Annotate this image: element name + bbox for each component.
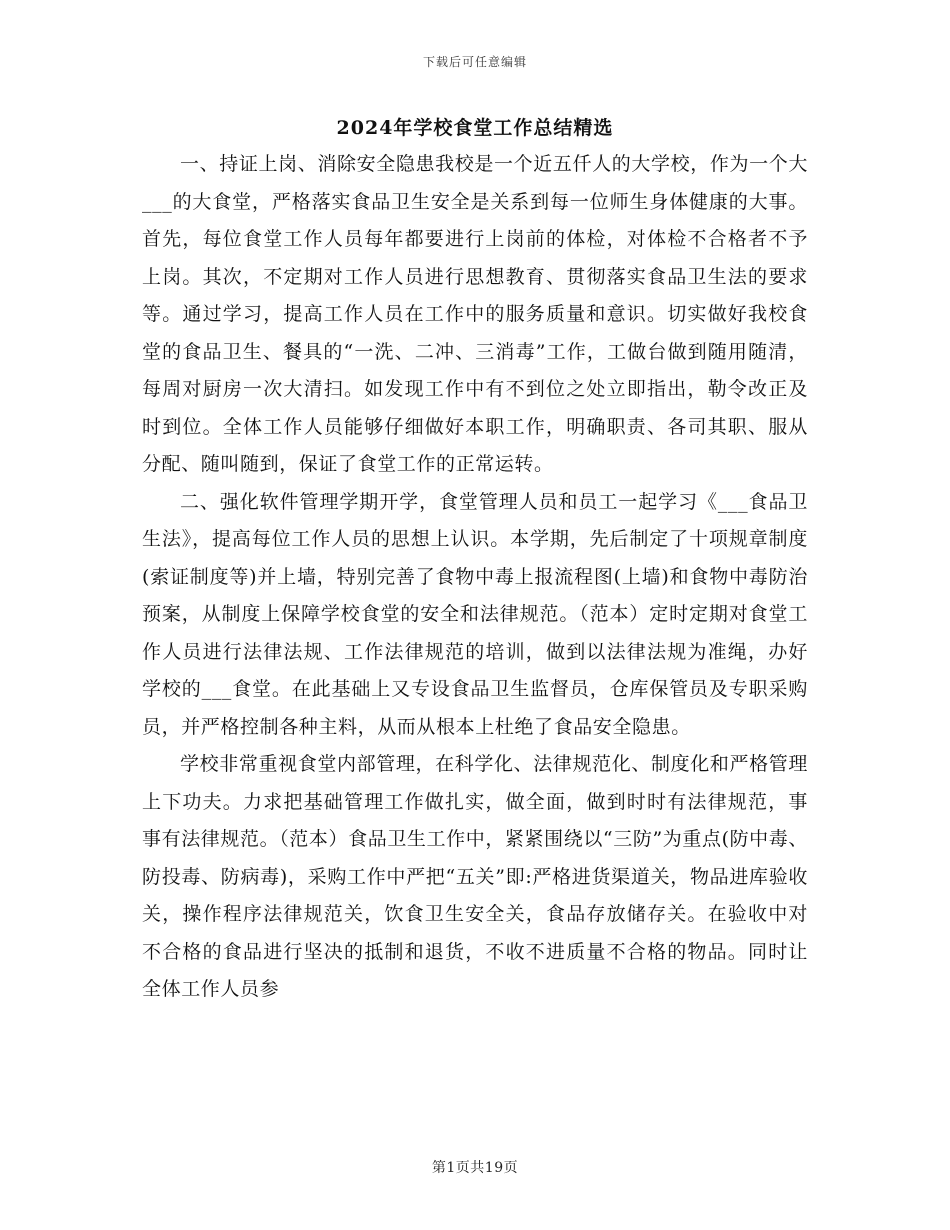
page-title: 2024年学校食堂工作总结精选 <box>336 117 614 139</box>
page-number: 第1页共19页 <box>431 1160 519 1176</box>
body-text <box>142 146 808 1009</box>
paragraph: 二、强化软件管理学期开学，食堂管理人员和员工一起学习《___食品卫生法》，提高每位工作人员的思想上认识。本学期，先后制定了十项规章制度(索证制度等)并上墙，特别完善了食物中毒上报流程图(上墙)和食物中毒防治预案，从制度上保障学校食堂的安全和法律规范。（范本）定时定期对食堂工作人员进行法律法规、工作法律规范的培训，做到以法律法规为准绳，办好学校的___食堂。在此基础上又专设食品卫生监督员，仓库保管员及专职采购员，并严格控制各种主料，从而从根本上杜绝了食品安全隐患。 <box>142 490 808 738</box>
paragraph: 学校非常重视食堂内部管理，在科学化、法律规范化、制度化和严格管理上下功夫。力求把基础管理工作做扎实，做全面，做到时时有法律规范，事事有法律规范。（范本）食品卫生工作中，紧紧围绕以“三防”为重点(防中毒、防投毒、防病毒)，采购工作中严把“五关”即:严格进货渠道关，物品进库验收关，操作程序法律规范关，饮食卫生安全关，食品存放储存关。在验收中对不合格的食品进行坚决的抵制和退货，不收不进质量不合格的物品。同时让全体工作人员参 <box>142 753 808 1000</box>
header-note: 下载后可任意编辑 <box>422 55 527 69</box>
paragraph: 一、持证上岗、消除安全隐患我校是一个近五仟人的大学校，作为一个大___的大食堂，严格落实食品卫生安全是关系到每一位师生身体健康的大事。首先，每位食堂工作人员每年都要进行上岗前的体检，对体检不合格者不予上岗。其次，不定期对工作人员进行思想教育、贯彻落实食品卫生法的要求等。通过学习，提高工作人员在工作中的服务质量和意识。切实做好我校食堂的食品卫生、餐具的“一洗、二冲、三消毒”工作，工做台做到随用随清，每周对厨房一次大清扫。如发现工作中有不到位之处立即指出，勒令改正及时到位。全体工作人员能够仔细做好本职工作，明确职责、各司其职、服从分配、随叫随到，保证了食堂工作的正常运转。 <box>142 153 808 475</box>
